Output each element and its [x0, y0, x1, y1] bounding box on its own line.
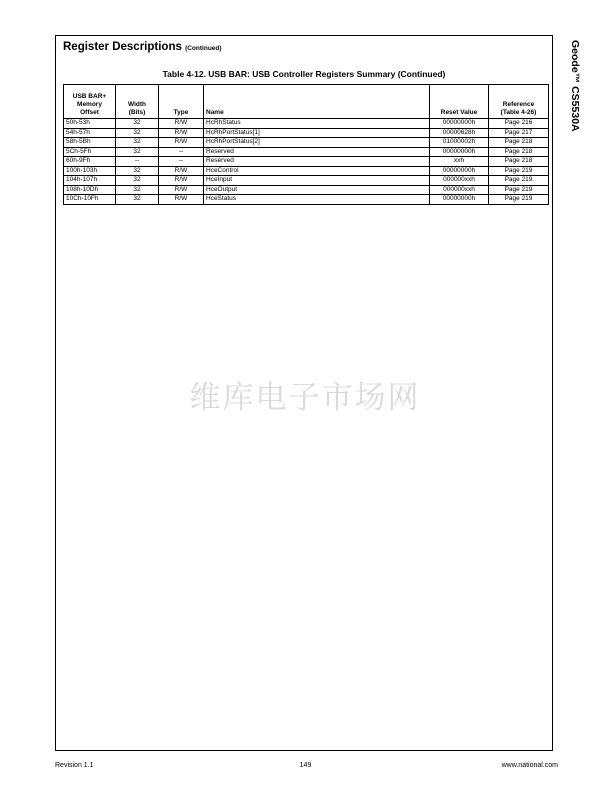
cell-type: R/W [159, 195, 204, 205]
cell-width: 32 [116, 138, 159, 148]
cell-name: HcRhPortStatus[1] [204, 128, 430, 138]
cell-offset: 60h-9Fh [64, 157, 116, 167]
cell-type: R/W [159, 119, 204, 129]
cell-name: Reserved [204, 147, 430, 157]
table-row [64, 157, 549, 167]
cell-width: 32 [116, 128, 159, 138]
cell-offset: 54h-57h [64, 128, 116, 138]
table-row [64, 128, 549, 138]
table-row [64, 185, 549, 195]
footer-page-number: 149 [299, 762, 312, 769]
table-row [64, 195, 549, 205]
header-type: Type [159, 85, 204, 119]
cell-offset: 50h-53h [64, 119, 116, 129]
table-row [64, 147, 549, 157]
cell-reference: Page 219 [489, 185, 549, 195]
cell-type: R/W [159, 128, 204, 138]
cell-reset-value: 00000000h [430, 119, 489, 129]
cell-width: 32 [116, 176, 159, 186]
cell-width: 32 [116, 195, 159, 205]
cell-offset: 108h-10Dh [64, 185, 116, 195]
cell-type: -- [159, 147, 204, 157]
cell-name: HceControl [204, 166, 430, 176]
cell-reset-value: 00000628h [430, 128, 489, 138]
header-width: Width (Bits) [116, 85, 159, 119]
cell-reference: Page 218 [489, 138, 549, 148]
cell-width: 32 [116, 147, 159, 157]
cell-reset-value: 000000xxh [430, 176, 489, 186]
cell-offset: 104h-107h [64, 176, 116, 186]
cell-reference: Page 218 [489, 147, 549, 157]
cell-type: R/W [159, 176, 204, 186]
cell-offset: 10Ch-10Fh [64, 195, 116, 205]
cell-reset-value: 00000000h [430, 195, 489, 205]
table-row [64, 119, 549, 129]
cell-name: HceStatus [204, 195, 430, 205]
cell-type: R/W [159, 166, 204, 176]
cell-type: R/W [159, 185, 204, 195]
cell-reference: Page 216 [489, 119, 549, 129]
cell-width: 32 [116, 185, 159, 195]
cell-width: 32 [116, 166, 159, 176]
side-product-title-text: Geode™ CS5530A [569, 40, 581, 132]
section-title [63, 41, 222, 53]
table-header-row [64, 85, 549, 119]
table-row [64, 166, 549, 176]
header-name: Name [204, 85, 430, 119]
cell-reference: Page 217 [489, 128, 549, 138]
header-offset: USB BAR+ Memory Offset [64, 85, 116, 119]
cell-offset: 58h-5Bh [64, 138, 116, 148]
cell-reference: Page 218 [489, 157, 549, 167]
cell-reset-value: 000000xxh [430, 185, 489, 195]
cell-width: 32 [116, 119, 159, 129]
side-product-title [567, 40, 581, 260]
footer-revision: Revision 1.1 [55, 762, 94, 769]
cell-reference: Page 219 [489, 166, 549, 176]
cell-name: HceOutput [204, 185, 430, 195]
cell-offset: 100h-103h [64, 166, 116, 176]
cell-name: HcRhPortStatus[2] [204, 138, 430, 148]
cell-width: -- [116, 157, 159, 167]
cell-reference: Page 219 [489, 176, 549, 186]
cell-reset-value: 00000000h [430, 166, 489, 176]
section-title-text: Register Descriptions [63, 41, 182, 53]
cell-reset-value: 01000002h [430, 138, 489, 148]
cell-name: Reserved [204, 157, 430, 167]
cell-name: HceInput [204, 176, 430, 186]
cell-reset-value: xxh [430, 157, 489, 167]
table-row [64, 138, 549, 148]
cell-reset-value: 00000000h [430, 147, 489, 157]
table-row [64, 176, 549, 186]
header-reference: Reference (Table 4-26) [489, 85, 549, 119]
cell-reference: Page 219 [489, 195, 549, 205]
cell-type: -- [159, 157, 204, 167]
footer-website-link[interactable]: www.national.com [501, 762, 558, 769]
section-title-continued: (Continued) [185, 45, 222, 52]
watermark: 维库电子市场网 [189, 380, 421, 416]
cell-name: HcRhStatus [204, 119, 430, 129]
cell-type: R/W [159, 138, 204, 148]
cell-offset: 5Ch-5Fh [64, 147, 116, 157]
header-reset-value: Reset Value [430, 85, 489, 119]
register-summary-table [63, 84, 549, 205]
table-caption: Table 4-12. USB BAR: USB Controller Registers Summary (Continued) [162, 69, 446, 79]
